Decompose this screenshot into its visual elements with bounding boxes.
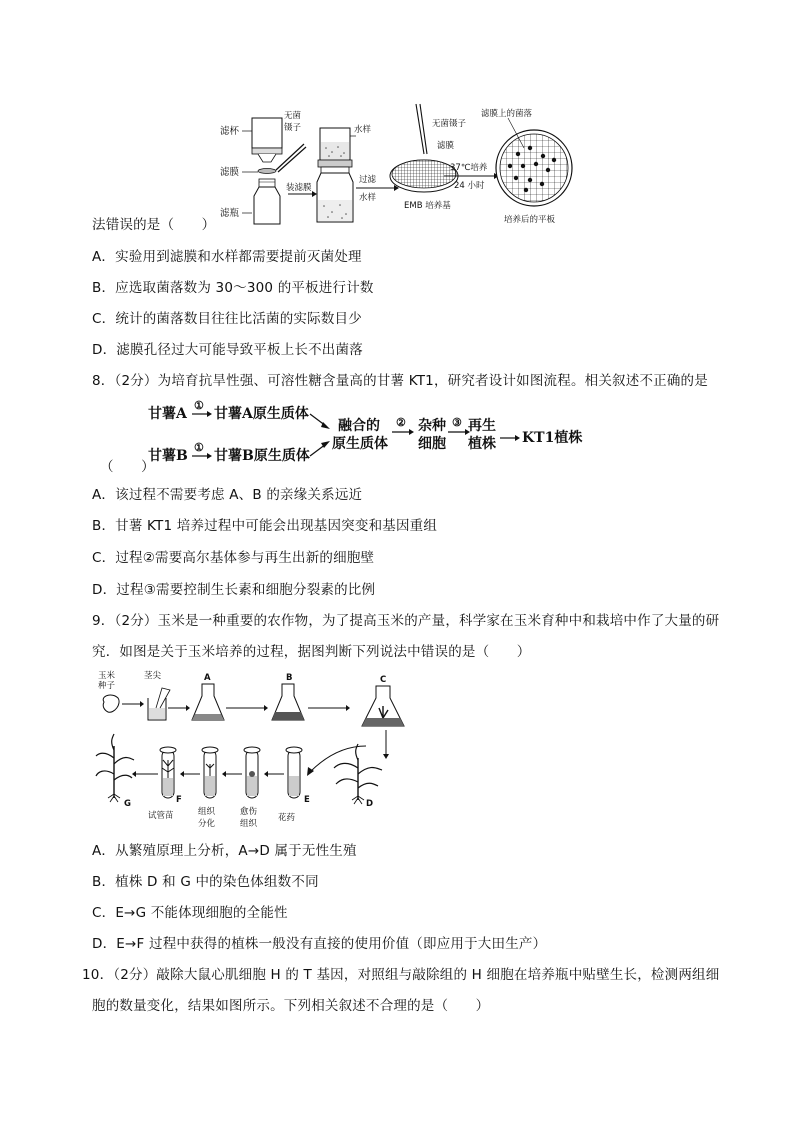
label-membrane: 滤膜 [220, 167, 240, 178]
label-anther: 花药 [278, 813, 296, 823]
label-a: A [204, 673, 211, 683]
q10-stem-line1: 10．（2分）敲除大鼠心肌细胞 H 的 T 基因，对照组与敲除组的 H 细胞在培养瓶中贴壁生长，检测两组细 [82, 967, 720, 983]
flow-hybrid-a: 杂种 [418, 418, 446, 434]
q8-stem: 8．（2分）为培育抗旱性强、可溶性糖含量高的甘薯 KT1，研究者设计如图流程。相关叙述不正确的是 [92, 373, 708, 389]
q10-stem-line2: 胞的数量变化，结果如图所示。下列相关叙述不合理的是（ ） [92, 998, 490, 1014]
label-emb: EMB 培养基 [404, 201, 451, 211]
label-plate: 培养后的平板 [504, 215, 556, 225]
label-filter-a: 过滤 [359, 175, 377, 185]
label-f: F [176, 795, 182, 805]
label-e: E [304, 795, 310, 805]
flow-kt1: KT1植株 [522, 430, 583, 446]
label-c: C [380, 675, 387, 685]
label-shoot: 茎尖 [144, 671, 162, 681]
q8-option-a: A．该过程不需要考虑 A、B 的亲缘关系远近 [92, 487, 363, 503]
q9-option-b: B．植株 D 和 G 中的染色体组数不同 [92, 874, 319, 890]
label-install: 装滤膜 [286, 183, 312, 193]
label-culture-a: 37℃培养 [450, 163, 488, 173]
label-callus-b: 组织 [240, 819, 258, 829]
q9-option-a: A．从繁殖原理上分析，A→D 属于无性生殖 [92, 843, 357, 859]
flow-regen-b: 植株 [468, 436, 496, 452]
q7-option-a: A．实验用到滤膜和水样都需要提前灭菌处理 [92, 249, 362, 265]
flow-hybrid-b: 细胞 [418, 436, 446, 452]
label-culture-b: 24 小时 [454, 181, 485, 191]
label-diff-a: 组织 [198, 807, 216, 817]
flow-step3: ③ [452, 416, 462, 429]
label-filter-b: 水样 [359, 193, 377, 203]
flow-proto-b: 甘薯B原生质体 [214, 448, 310, 464]
label-tweezers1-b: 镊子 [284, 123, 302, 133]
label-cup: 滤杯 [220, 126, 240, 137]
q8-option-d: D．过程③需要控制生长素和细胞分裂素的比例 [92, 582, 376, 598]
label-b: B [286, 673, 293, 683]
q9-stem-line1: 9．（2分）玉米是一种重要的农作物，为了提高玉米的产量，科学家在玉米育种中和栽培中作了大量的研 [92, 613, 720, 629]
flow-sweet-b: 甘薯B [148, 448, 188, 464]
q8-paren: （ ） [100, 459, 155, 475]
flow-fused-b: 原生质体 [332, 436, 388, 452]
q7-option-d: D．滤膜孔径过大可能导致平板上长不出菌落 [92, 342, 363, 358]
q9-option-d: D．E→F 过程中获得的植株一般没有直接的使用价值（即应用于大田生产） [92, 936, 547, 952]
q9-option-c: C．E→G 不能体现细胞的全能性 [92, 905, 288, 921]
label-colonies: 滤膜上的菌落 [481, 109, 533, 119]
filtration-figure [218, 104, 578, 228]
label-d: D [366, 799, 374, 809]
flow-step1-a: ① [194, 399, 204, 412]
flow-step1-b: ① [194, 441, 204, 454]
flow-regen-a: 再生 [468, 418, 496, 434]
label-water: 水样 [354, 125, 372, 135]
flow-proto-a: 甘薯A原生质体 [214, 406, 309, 422]
maize-culture-figure [96, 668, 416, 834]
protoplast-fusion-flowchart [140, 398, 600, 474]
label-tweezers1-a: 无菌 [284, 111, 302, 121]
q9-stem-line2: 究．如图是关于玉米培养的过程，据图判断下列说法中错误的是（ ） [92, 644, 531, 660]
label-g: G [124, 799, 131, 809]
label-seed-b: 种子 [98, 681, 116, 691]
label-membrane2: 滤膜 [437, 141, 455, 151]
label-flask: 滤瓶 [220, 208, 240, 219]
flow-fused-a: 融合的 [338, 418, 380, 434]
label-seed-a: 玉米 [98, 671, 116, 681]
label-diff-b: 分化 [198, 819, 216, 829]
flow-step2: ② [396, 416, 406, 429]
flow-sweet-a: 甘薯A [148, 406, 187, 422]
q7-option-b: B．应选取菌落数为 30～300 的平板进行计数 [92, 280, 374, 296]
q7-stem-tail: 法错误的是（ ） [92, 217, 216, 233]
q7-option-c: C．统计的菌落数目往往比活菌的实际数目少 [92, 311, 362, 327]
q8-option-c: C．过程②需要高尔基体参与再生出新的细胞壁 [92, 550, 375, 566]
label-tweezers2: 无菌镊子 [432, 119, 467, 129]
label-plantlet: 试管苗 [148, 811, 174, 821]
q8-option-b: B．甘薯 KT1 培养过程中可能会出现基因突变和基因重组 [92, 518, 438, 534]
label-callus-a: 愈伤 [240, 807, 258, 817]
